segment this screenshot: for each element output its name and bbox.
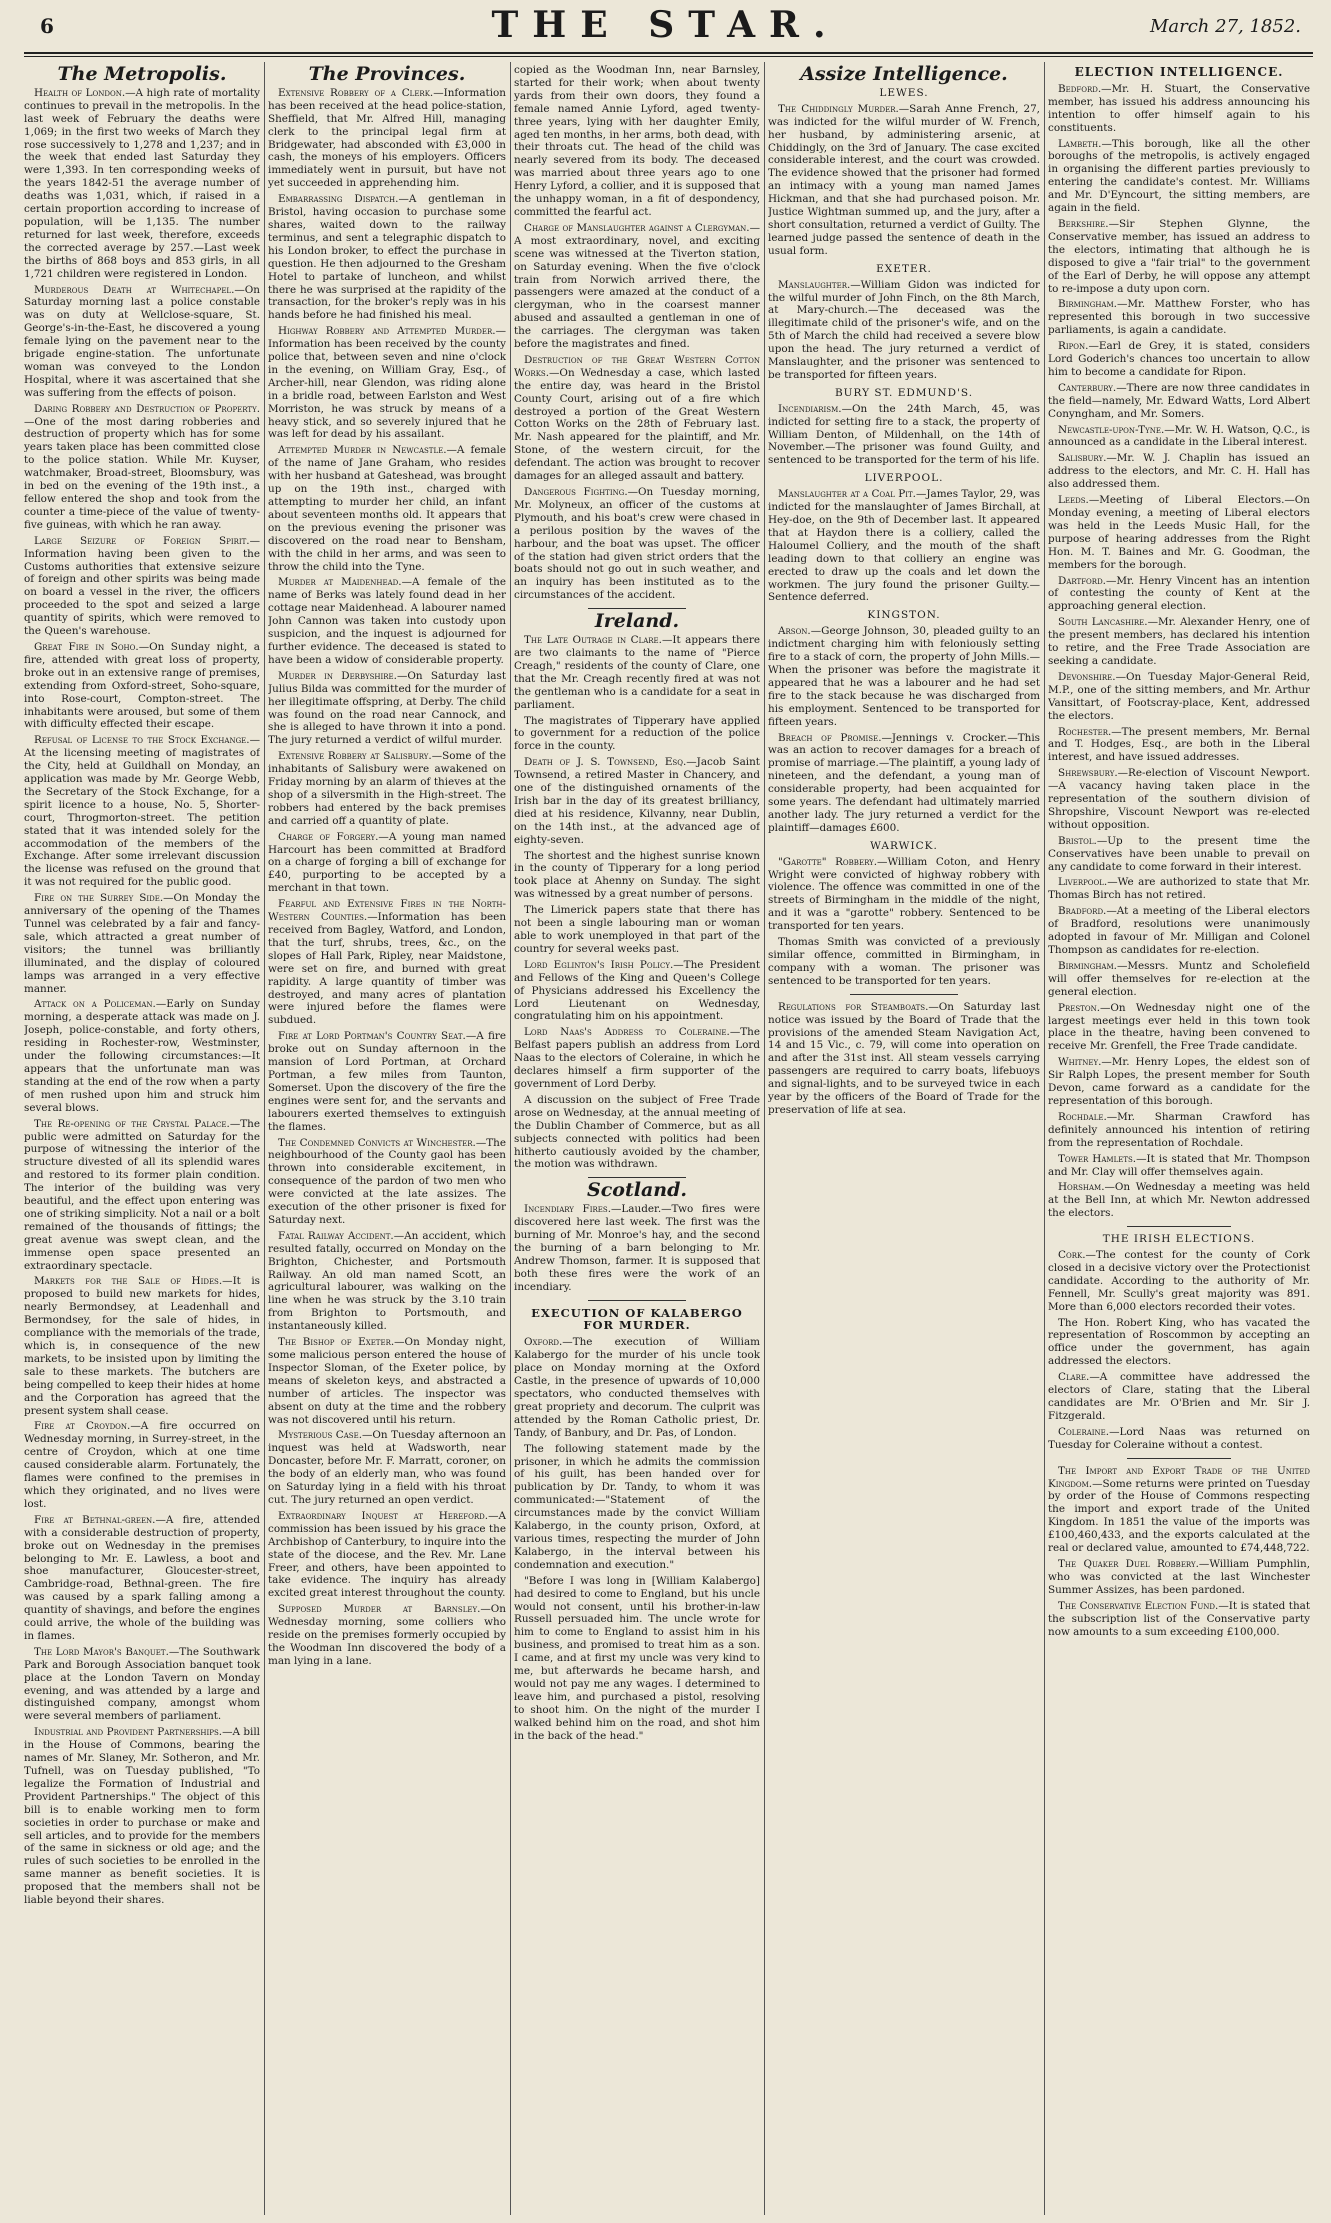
- article-lead: Whitney.: [1058, 1056, 1102, 1069]
- article-text: —Earl de Grey, it is stated, considers Lord Goderich's chances too uncertain to allow him to become a candidate for Ripon.: [1048, 340, 1310, 378]
- article: [768, 1001, 1040, 1117]
- article-text: —Mr. Matthew Forster, who has represented this borough in two successive parliaments, is again a candidate.: [1048, 298, 1310, 337]
- article-lead: Breach of Promise.: [778, 731, 882, 744]
- article-text: —On Monday night, some malicious person entered the house of Inspector Sloman, of the Exeter police, by means of skeleton keys, and abstracted a number of articles. The inspector was absent on duty at the time and the robbery was not discovered until his return.: [268, 1336, 506, 1426]
- article: [1048, 960, 1310, 999]
- article-lead: The Condemned Convicts at Winchester.: [278, 1136, 476, 1149]
- issue-date: March 27, 1852.: [1149, 16, 1301, 37]
- article-text: —A committee have addressed the electors of Clare, stating that the Liberal candidates are Mr. O'Brien and Mr. Sir J. Fitzgerald.: [1048, 1371, 1310, 1422]
- article: [1048, 1371, 1310, 1423]
- article-text: —A fire broke out on Sunday afternoon in the mansion of Lord Portman, at Orchard Portman, a few miles from Taunton, Somerset. Upon the discovery of the fire the engines were sent for, and the servants and labourers exerted themselves to extinguish the flames.: [268, 1030, 506, 1133]
- article-text: —On Wednesday a case, which lasted the entire day, was heard in the Bristol County Court, arising out of a fire which destroyed a portion of the Great Western Cotton Works on the 28th of February last. Mr. Nash appeared for the plaintiff, and Mr. Stone, of the western circuit, for the defendant. The action was brought to recover damages for an alleged assault and battery.: [514, 366, 760, 483]
- article-lead: Refusal of License to the Stock Exchange.: [34, 734, 250, 747]
- article-lead: Rochdale.: [1058, 1110, 1107, 1123]
- article-lead: Destruction of the Great Western Cotton Works.: [514, 353, 760, 379]
- article-text: —On Sunday night, a fire, attended with great loss of property, broke out in an extensive range of premises, extending from Oxford-street, Soho-square, into Rose-court, Compton-street. The inhabitants were aroused, but some of them with difficulty effected their escape.: [24, 640, 260, 731]
- article-lead: Fatal Railway Accident.: [278, 1229, 394, 1242]
- article: [1048, 1558, 1310, 1597]
- article-text: —On Wednesday morning, some colliers who reside on the premises formerly occupied by the Woodman Inn discovered the body of a man lying in a lane.: [268, 1603, 506, 1667]
- article: [24, 1420, 260, 1510]
- article: [768, 403, 1040, 468]
- article-lead: "Garotte" Robbery.: [778, 855, 878, 868]
- section-heading-irish: THE IRISH ELECTIONS.: [1102, 1233, 1256, 1246]
- article-lead: Fire on the Surrey Side.: [34, 892, 164, 905]
- article-text: —A fire, attended with a considerable destruction of property, broke out on Wednesday in the premises belonging to Mr. E. Lawless, a boot and shoe manufacturer, Gloucester-street, Cambridge-road, Bethnal-green. The fire was caused by a spark falling among a quantity of shavings, and before the engines could arrive, the whole of the building was in flames.: [24, 1513, 260, 1642]
- article-text: —Mr. W. J. Chaplin has issued an address to the electors, and Mr. C. H. Hall has also addressed them.: [1048, 452, 1310, 491]
- article-list: [268, 87, 506, 1668]
- section-heading: The Metropolis.: [57, 64, 227, 85]
- article-text: —A high rate of mortality continues to prevail in the metropolis. In the last week of February the deaths were 1,069; in the first two weeks of March they rose successively to 1,278 and 1,237; and in the week that ended last Saturday they were 1,393. In ten corresponding weeks of the years 1842-51 the average number of deaths was 1,031, which, if raised in a certain proportion according to increase of population, will be 1,135. The number returned for last week, therefore, exceeds the corrected average by 257.—Last week the births of 868 boys and 853 girls, in all 1,721 children were registered in London.: [24, 86, 260, 280]
- article: [268, 1603, 506, 1668]
- article-lead: Newcastle-upon-Tyne.: [1058, 423, 1165, 436]
- article: [768, 625, 1040, 728]
- article: [268, 670, 506, 747]
- article-lead: Great Fire in Soho.: [34, 640, 139, 653]
- article-text: —On Saturday last notice was issued by the Board of Trade that the provisions of the amended Steam Navigation Act, 14 and 15 Vic., c. 79, will come into operation on and after the 31st inst. All steam vessels carrying passengers are required to carry boats, lifebuoys and signal-lights, and to be surveyed twice in each year by the officers of the Board of Trade for the preservation of life at sea.: [768, 1000, 1040, 1116]
- divider: [588, 1177, 686, 1178]
- article-text: —Mr. Henry Vincent has an intention of contesting the county of Kent at the approaching general election.: [1048, 574, 1310, 613]
- article-lead: Liverpool.: [1058, 876, 1108, 889]
- article: [768, 856, 1040, 933]
- article-lead: Health of London.: [34, 86, 126, 99]
- article: [1048, 876, 1310, 902]
- article-text: —At a meeting of the Liberal electors of Bradford, resolutions were unanimously adopted in favour of Mr. Milligan and Colonel Thompson as candidates for re-election.: [1048, 905, 1310, 956]
- article-lead: Daring Robbery and Destruction of Property.: [34, 402, 260, 415]
- article-lead: Manslaughter at a Coal Pit.: [778, 488, 916, 501]
- article-text: —Lord Naas was returned on Tuesday for Coleraine without a contest.: [1048, 1425, 1310, 1451]
- article-lead: Extensive Robbery at Salisbury.: [278, 750, 432, 763]
- article: [24, 403, 260, 532]
- article-list: [514, 222, 760, 602]
- article-lead: Fire at Bethnal-green.: [34, 1513, 156, 1526]
- article-text: —We are authorized to state that Mr. Thomas Birch has not retired.: [1048, 876, 1310, 902]
- column-continued: [514, 64, 760, 2215]
- article: [514, 1094, 760, 1171]
- article-lead: Embarrassing Dispatch.: [278, 193, 399, 206]
- article-lead: Horsham.: [1058, 1181, 1105, 1194]
- section-heading: Assize Intelligence.: [800, 64, 1008, 85]
- article-text: —Sarah Anne French, 27, was indicted for the wilful murder of W. French, her husband, by administering arsenic, at Chiddingly, on the 3rd of January. The case excited considerable interest, and the court was crowded. The evidence showed that the prisoner had formed an intimacy with a young man named James Hickman, and that she had purchased poison. Mr. Justice Wightman summed up, and the jury, after a short consultation, returned a verdict of Guilty. The learned judge passed the sentence of death in the usual form.: [768, 102, 1040, 257]
- article-text: —On the 24th March, 45, was indicted for setting fire to a stack, the property of William Denton, of Mildenhall, on the 14th of November.—The prisoner was found Guilty, and sentenced to be transported for the term of his life.: [768, 402, 1040, 467]
- article-lead: Devonshire.: [1058, 670, 1116, 683]
- article-lead: Bradford.: [1058, 905, 1107, 918]
- article-text: "Before I was long in [William Kalabergo] had desired to come to England, but his uncle would not consent, until his brother-in-law Russell persuaded him. The uncle wrote for him to come to England to assist him in his business, and promised to treat him as a son. I came, and at first my uncle was very kind to me, but afterwards he became harsh, and would not pay me any wages. I determined to leave him, and purchased a pistol, resolving to shoot him. On the night of the murder I walked behind him on the road, and shot him in the back of the head.": [514, 1574, 760, 1742]
- article: [24, 1275, 260, 1417]
- article-text: The following statement made by the prisoner, in which he admits the commission of his guilt, has been handed over for publication by Dr. Tandy, to whom it was communicated:—"Statement of the circumstances made by the convict William Kalabergo, in the county prison, Oxford, at various times, respecting the murder of John Kalabergo, in the interval between his condemnation and execution.": [514, 1442, 760, 1571]
- article-lead: Mysterious Case.: [278, 1429, 362, 1442]
- article-text: —The present members, Mr. Bernal and T. Hodges, Esq., are both in the Liberal interest, and have issued addresses.: [1048, 725, 1310, 764]
- article-lead: Shrewsbury.: [1058, 767, 1118, 780]
- article: [268, 444, 506, 573]
- assize-place-heading: LEWES.: [879, 86, 929, 99]
- article-lead: Murder in Derbyshire.: [278, 669, 397, 682]
- article: [1048, 1153, 1310, 1179]
- article-text: —Jacob Saint Townsend, a retired Master in Chancery, and one of the distinguished ornaments of the Irish bar in the day of its greatest brilliancy, died at his residence, Kilvanny, near Dublin, on the 14th inst., at the advanced age of eighty-seven.: [514, 756, 760, 846]
- article: [1048, 1249, 1310, 1314]
- article-lead: Oxford.: [524, 1336, 563, 1349]
- article-lead: Attempted Murder in Newcastle.: [278, 444, 447, 457]
- article-text: —Early on Sunday morning, a desperate attack was made on J. Joseph, police-constable, and forty others, residing in Rochester-row, Westminster, under the following circumstances:—It appears that the unfortunate man was standing at the end of the row when a party of men rushed upon him and struck him several blows.: [24, 998, 260, 1114]
- article-text: —The execution of William Kalabergo for the murder of his uncle took place on Monday morning at the Oxford Castle, in the presence of upwards of 10,000 spectators, who conducted themselves with great propriety and decorum. The culprit was attended by the Roman Catholic priest, Dr. Tandy, of Banbury, and Dr. Pas, of London.: [514, 1336, 760, 1439]
- article: [1048, 726, 1310, 765]
- article-lead: Charge of Forgery.: [278, 830, 379, 843]
- article-text: Thomas Smith was convicted of a previously similar offence, committed in Birmingham, in company with a woman. The prisoner was sentenced to be transported for ten years.: [768, 936, 1040, 987]
- article-lead: Extensive Robbery of a Clerk.: [278, 86, 434, 99]
- article-text: The Limerick papers state that there has not been a single labouring man or woman able to work unemployed in that part of the country for several weeks past.: [514, 904, 760, 955]
- article: [514, 634, 760, 711]
- article-text: —On Tuesday Major-General Reid, M.P., one of the sitting members, and Mr. Arthur Vansittart, of Footscray-place, Kent, addressed the electors.: [1048, 670, 1310, 722]
- article-lead: Salisbury.: [1058, 452, 1107, 465]
- article-text: —A gentleman in Bristol, having occasion to purchase some shares, waited down to the railway terminus, and sent a telegraphic dispatch to his London broker, to effect the purchase in question. He then adjourned to the Gresham Hotel to partake of luncheon, and whilst there he was surprised at the rapidity of the transaction, for the broker's reply was in his hands before he had finished his meal.: [268, 193, 506, 322]
- article-text: —On Saturday morning last a police constable was on duty at Wellclose-square, St. George's-in-the-East, he discovered a young female lying on the pavement near to the brigade engine-station. The unfortunate woman was conveyed to the London Hospital, where it was ascertained that she was suffering from the effects of poison.: [24, 283, 260, 399]
- article-text: —William Coton, and Henry Wright were convicted of highway robbery with violence. The offence was committed in one of the streets of Birmingham in the middle of the night, and it was a "garotte" robbery. Sentenced to be transported for ten years.: [768, 855, 1040, 933]
- assize-place-heading: BURY ST. EDMUND'S.: [834, 386, 974, 399]
- article-list: [514, 634, 760, 1171]
- continued-text: copied as the Woodman Inn, near Barnsley, started for their work; when about twenty yards from their own doors, they found a female named Annie Lyford, aged twenty-three years, lying with her daughter Emily, aged ten months, in her arms, both dead, with their throats cut. The head of the child was nearly severed from its body. The deceased was married about three years ago to one Henry Lyford, a collier, and it is supposed that the unhappy woman, in a fit of despondency, committed the fearful act.: [514, 64, 760, 218]
- article-lead: Lord Naas's Address to Coleraine.: [524, 1026, 730, 1039]
- article-text: —Re-election of Viscount Newport.—A vacancy having taken place in the representation of the southern division of Shropshire, Viscount Newport was re-elected without opposition.: [1048, 767, 1310, 831]
- article-lead: Industrial and Provident Partnerships.: [34, 1726, 223, 1739]
- article-list: [24, 87, 260, 1907]
- article-lead: Lord Eglinton's Irish Policy.: [524, 958, 674, 971]
- article: [268, 1137, 506, 1227]
- article-lead: Cork.: [1058, 1249, 1086, 1262]
- assize-place-heading: EXETER.: [876, 262, 932, 275]
- article: [514, 850, 760, 902]
- article-lead: South Lancashire.: [1058, 616, 1148, 629]
- article-lead: The Late Outrage in Clare.: [524, 634, 662, 647]
- article: [768, 279, 1040, 382]
- article-text: —William Gidon was indicted for the wilful murder of John Finch, on the 8th March, at Mary-church.—The deceased was the illegitimate child of the prisoner's wife, and on the 5th of March the child had received a severe blow upon the head. The jury returned a verdict of Manslaughter, and the prisoner was sentenced to be transported for fifteen years.: [768, 278, 1040, 381]
- article-text: —Messrs. Muntz and Scholefield will offer themselves for re-election at the general election.: [1048, 959, 1310, 998]
- article: [514, 1575, 760, 1743]
- article-lead: Coleraine.: [1058, 1425, 1110, 1438]
- article: [1048, 1111, 1310, 1150]
- article-lead: Rochester.: [1058, 725, 1112, 738]
- article: [768, 732, 1040, 835]
- article-lead: Lambeth.: [1058, 137, 1102, 150]
- article: [1048, 340, 1310, 379]
- article: [268, 87, 506, 190]
- article: [24, 535, 260, 638]
- article: [1048, 1465, 1310, 1555]
- article: [268, 1030, 506, 1133]
- article: [768, 103, 1040, 258]
- article: [1048, 575, 1310, 614]
- column-assize: [768, 64, 1040, 2215]
- article: [1048, 1181, 1310, 1220]
- article-lead: The Re-opening of the Crystal Palace.: [34, 1117, 230, 1130]
- article-text: —George Johnson, 30, pleaded guilty to an indictment charging him with feloniously setting fire to a stack of corn, the property of John Mills.—When the prisoner was before the magistrate it appeared that he was a labourer and he had set fire to the stack because he was discharged from his employment. Sentenced to be transported for fifteen years.: [768, 625, 1040, 728]
- article-lead: The Lord Mayor's Banquet.: [34, 1645, 169, 1658]
- article-text: —Mr. H. Stuart, the Conservative member, has issued his address announcing his intention to offer himself again to his constituents.: [1048, 82, 1310, 134]
- column-divider: [1044, 62, 1045, 2215]
- article: [268, 898, 506, 1027]
- section-heading-execution: EXECUTION OF KALABERGO FOR MURDER.: [531, 1305, 743, 1333]
- assize-sections: [768, 87, 1040, 988]
- article: [514, 222, 760, 351]
- divider: [588, 1300, 686, 1301]
- article-lead: The Import and Export Trade of the United Kingdom.: [1048, 1464, 1310, 1490]
- article-list: [1048, 83, 1310, 1220]
- article-list: [1048, 1249, 1310, 1452]
- article-text: —An accident, which resulted fatally, occurred on Monday on the Brighton, Chichester, and Portsmouth Railway. An old man named Scott, an agricultural labourer, was walking on the line when he was struck by the 3.10 train from Brighton to Portsmouth, and instantaneously killed.: [268, 1229, 506, 1333]
- article: [1048, 835, 1310, 874]
- article-text: —It is proposed to build new markets for hides, nearly Bermondsey, at Leadenhall and Bermondsey, for the sale of hides, in compliance with the memorials of the trade, which is, in consequence of the new markets, to be insisted upon by limiting the sale to these markets. The butchers are being compelled to keep their hides at home and the Corporation has agreed that the present system shall cease.: [24, 1275, 260, 1417]
- article-text: —There are now three candidates in the field—namely, Mr. Edward Watts, Lord Albert Conyngham, and Mr. Somers.: [1048, 381, 1310, 420]
- paper-title: THE STAR.: [491, 4, 840, 46]
- article-text: —On Tuesday afternoon an inquest was held at Wadsworth, near Doncaster, before Mr. F. Marratt, coroner, on the body of an elderly man, who was found on Saturday lying in a field with his throat cut. The jury returned an open verdict.: [268, 1429, 506, 1506]
- article-lead: Ripon.: [1058, 340, 1089, 353]
- article: [514, 1336, 760, 1439]
- article: [1048, 1600, 1310, 1639]
- section-heading: ELECTION INTELLIGENCE.: [1074, 65, 1284, 79]
- section-heading: The Provinces.: [308, 64, 466, 85]
- divider: [850, 994, 959, 995]
- article-text: —A young man named Harcourt has been committed at Bradford on a charge of forging a bill of exchange for £40, purporting to be accepted by a merchant in that town.: [268, 830, 506, 895]
- article-text: —On Saturday last Julius Bilda was committed for the murder of her illegitimate offspring, at Derby. The child was found on the road near Cannock, and she is alleged to have thrown it into a pond. The jury returned a verdict of wilful murder.: [268, 669, 506, 747]
- article: [514, 959, 760, 1024]
- article-lead: The Chiddingly Murder.: [778, 102, 899, 115]
- article: [268, 1230, 506, 1333]
- article-text: The shortest and the highest sunrise known in the county of Tipperary for a long period took place at Ahenny on Sunday. The sight was witnessed by a great number of persons.: [514, 849, 760, 901]
- article-lead: The Quaker Duel Robbery.: [1058, 1557, 1199, 1570]
- article-text: —It is stated that the subscription list of the Conservative party now amounts to a sum exceeding £100,000.: [1048, 1599, 1310, 1638]
- article: [1048, 382, 1310, 421]
- article: [1048, 452, 1310, 491]
- divider: [588, 608, 686, 609]
- article: [514, 354, 760, 483]
- article: [24, 284, 260, 400]
- article-lead: Birmingham.: [1058, 959, 1117, 972]
- article-text: —Mr. Alexander Henry, one of the present members, has declared his intention to retire, and the Free Trade Association are seeking a candidate.: [1048, 616, 1310, 667]
- article-text: —Some of the inhabitants of Salisbury were awakened on Friday morning by an alarm of thieves at the shop of a silversmith in the High-street. The robbers had entered by the back premises and carried off a quantity of plate.: [268, 750, 506, 827]
- article: [24, 734, 260, 889]
- article-text: —Information has been received at the head police-station, Sheffield, that Mr. Alfred Hill, managing clerk to the principal legal firm at Bridgewater, had absconded with £3,000 in cash, the moneys of his employers. Officers immediately went in pursuit, but have not yet succeeded in apprehending him.: [268, 86, 506, 190]
- article: [268, 576, 506, 666]
- article: [1048, 218, 1310, 295]
- article-text: —William Pumphlin, who was convicted at the last Winchester Summer Assizes, has been pardoned.: [1048, 1557, 1310, 1596]
- article: [1048, 1426, 1310, 1452]
- article-lead: Extraordinary Inquest at Hereford.: [278, 1509, 489, 1522]
- article: [268, 1510, 506, 1600]
- article-text: —Up to the present time the Conservatives have been unable to prevail on any candidate to come forward in their interest.: [1048, 834, 1310, 873]
- article-text: —One of the most daring robberies and destruction of property which has for some years taken place has been committed close to the police station. While Mr. Kuyser, watchmaker, Broad-street, Bloomsbury, was in bed on the evening of the 19th inst., a fellow entered the shop and took from the counter a time-piece of the value of twenty-five guineas, with which he ran away.: [24, 415, 260, 531]
- article-lead: Dangerous Fighting.: [524, 486, 628, 498]
- article-text: —This borough, like all the other boroughs of the metropolis, is actively engaged in organising the different parties previously to entering the candidate's contest. Mr. Williams and Mr. D'Eyncourt, the sitting members, are again in the field.: [1048, 137, 1310, 215]
- article: [514, 1203, 760, 1293]
- article-text: —The neighbourhood of the County gaol has been thrown into considerable excitement, in consequence of the pardon of two men who were convicted at the late assizes. The execution of the other prisoner is fixed for Saturday next.: [268, 1136, 506, 1226]
- article-text: —The Belfast papers publish an address from Lord Naas to the electors of Coleraine, in which he declares himself a firm supporter of the government of Lord Derby.: [514, 1026, 760, 1090]
- article-lead: Berkshire.: [1058, 217, 1109, 230]
- article-lead: Markets for the Sale of Hides.: [34, 1275, 223, 1288]
- article-text: —A fire occurred on Wednesday morning, in Surrey-street, in the centre of Croydon, which at one time caused considerable alarm. Fortunately, the flames were confined to the premises in which they originated, and no lives were lost.: [24, 1420, 260, 1510]
- article-lead: Clare.: [1058, 1371, 1090, 1384]
- article-list: [514, 1336, 760, 1742]
- assize-place-heading: LIVERPOOL.: [864, 472, 944, 485]
- article-lead: Murderous Death at Whitechapel.: [34, 283, 235, 296]
- column-divider: [510, 62, 511, 2215]
- article-lead: Fearful and Extensive Fires in the North-Western Counties.: [268, 898, 506, 924]
- article: [1048, 767, 1310, 832]
- article-text: —On Monday the anniversary of the opening of the Thames Tunnel was celebrated by a fair and fancy-sale, which attracted a great number of visitors; the tunnel was brilliantly illuminated, and the display of coloured lamps was arranged in a very effective manner.: [24, 892, 260, 995]
- article-text: The Hon. Robert King, who has vacated the representation of Roscommon by accepting an office under the government, has again addressed the electors.: [1048, 1316, 1310, 1368]
- assize-place-heading: WARWICK.: [870, 839, 938, 852]
- article: [268, 193, 506, 322]
- article-text: —A bill in the House of Commons, bearing the names of Mr. Slaney, Mr. Sotheron, and Mr. Tufnell, was on Tuesday published, "To legalize the Formation of Industrial and Provident Partnerships." The object of this bill is to enable working men to form societies in order to purchase or make and sell articles, and to provide for the members of the same in sickness or old age; and the rules of such societies to be enrolled in the same manner as benefit societies. It is proposed that the members shall not be liable beyond their shares.: [24, 1726, 260, 1907]
- article: [24, 1514, 260, 1643]
- article-text: —It is stated that Mr. Thompson and Mr. Clay will offer themselves again.: [1048, 1152, 1310, 1178]
- article: [1048, 1317, 1310, 1369]
- article: [24, 1646, 260, 1723]
- article: [24, 998, 260, 1114]
- article-text: —The Southwark Park and Borough Association banquet took place at the London Tavern on Monday evening, and was attended by a large and distinguished company, amongst whom were several members of parliament.: [24, 1645, 260, 1723]
- article: [268, 750, 506, 827]
- section-heading-ireland: Ireland.: [594, 610, 680, 633]
- article-lead: Murder at Maidenhead.: [278, 576, 402, 589]
- article: [514, 1443, 760, 1572]
- article: [514, 1026, 760, 1091]
- article-lead: Charge of Manslaughter against a Clergyman.: [524, 221, 750, 234]
- article-lead: Fire at Croydon.: [34, 1420, 131, 1433]
- article-lead: Tower Hamlets.: [1058, 1152, 1137, 1165]
- article-text: —On Wednesday a meeting was held at the Bell Inn, at which Mr. Newton addressed the electors.: [1048, 1181, 1310, 1220]
- page-number: 6: [40, 14, 54, 38]
- article: [514, 904, 760, 956]
- article-text: A discussion on the subject of Free Trade arose on Wednesday, at the annual meeting of the Dublin Chamber of Commerce, but as all subjects connected with politics had been hitherto cautiously avoided by the chamber, the motion was withdrawn.: [514, 1093, 760, 1171]
- article-text: —At the licensing meeting of magistrates of the City, held at Guildhall on Monday, an application was made by Mr. George Webb, the Secretary of the Stock Exchange, for a spirit licence to a house, No. 5, Shorter-court, Throgmorton-street. The petition stated that it was intended solely for the accommodation of the members of the Exchange. After some irrelevant discussion the license was refused on the ground that it was not required for the public good.: [24, 734, 260, 889]
- masthead-rule-thin: [24, 56, 1313, 57]
- article-text: —Jennings v. Crocker.—This was an action to recover damages for a breach of promise of marriage.—The plaintiff, a young lady of nineteen, and the defendant, a young man of considerable property, had been acquainted for some years. The defendant had ultimately married another lady. The jury returned a verdict for the plaintiff—damages £600.: [768, 731, 1040, 834]
- article-text: —Information has been received from Bagley, Watford, and London, that the turf, shrubs, trees, &c., on the slopes of Hall Park, Ripley, near Maidstone, were set on fire, and burned with great rapidity. A large quantity of timber was destroyed, and many acres of plantation were injured before the flames were subdued.: [268, 911, 506, 1027]
- article-lead: Preston.: [1058, 1001, 1101, 1014]
- article: [24, 1118, 260, 1273]
- article: [268, 831, 506, 896]
- article: [1048, 424, 1310, 450]
- article-lead: Manslaughter.: [778, 278, 851, 291]
- article-text: —Lauder.—Two fires were discovered here last week. The first was the burning of Mr. Monroe's hay, and the second the burning of a barn belonging to Mr. Andrew Thomson, farmer. It is supposed that both these fires were the work of an incendiary.: [514, 1203, 760, 1293]
- article-lead: Incendiary Fires.: [524, 1203, 612, 1216]
- article: [1048, 138, 1310, 215]
- article-text: —Mr. Henry Lopes, the eldest son of Sir Ralph Lopes, the present member for South Devon, came forward as a candidate for the representation of this borough.: [1048, 1056, 1310, 1107]
- article-text: —Sir Stephen Glynne, the Conservative member, has issued an address to the electors, intimating that although he is disposed to give a "fair trial" to the government of the Earl of Derby, he will oppose any attempt to re-impose a duty upon corn.: [1048, 217, 1310, 295]
- article-lead: Regulations for Steamboats.: [778, 1000, 929, 1013]
- article: [1048, 1056, 1310, 1108]
- article-text: —Meeting of Liberal Electors.—On Monday evening, a meeting of Liberal electors was held in the Leeds Music Hall, for the purpose of hearing addresses from the Right Hon. M. T. Baines and Mr. G. Goodman, the members for the borough.: [1048, 494, 1310, 571]
- article-text: —On Wednesday night one of the largest meetings ever held in this town took place in the theatre, having been convened to receive Mr. Grenfell, the Free Trade candidate.: [1048, 1001, 1310, 1053]
- article-lead: Bedford.: [1058, 82, 1102, 95]
- article-text: —James Taylor, 29, was indicted for the manslaughter of James Birchall, at Hey-doe, on the 9th of December last. It appeared that at Haydon there is a colliery, called the Haloumel Colliery, and the mouth of the shaft leading down to that colliery an engine was erected to draw up the coals and let down the workmen. The jury found the prisoner Guilty.—Sentence deferred.: [768, 488, 1040, 604]
- divider: [1127, 1458, 1232, 1459]
- article-lead: Birmingham.: [1058, 298, 1117, 311]
- article-list: [514, 1203, 760, 1293]
- article-lead: Bristol.: [1058, 834, 1097, 847]
- column-divider: [764, 62, 765, 2215]
- column-elections: [1048, 64, 1310, 2215]
- section-heading-scotland: Scotland.: [587, 1179, 687, 1202]
- article: [24, 87, 260, 281]
- article-lead: Dartford.: [1058, 574, 1106, 587]
- article-lead: Leeds.: [1058, 494, 1089, 507]
- article: [1048, 616, 1310, 668]
- article: [768, 936, 1040, 988]
- article-lead: Arson.: [778, 625, 811, 638]
- column-divider: [264, 62, 265, 2215]
- article-lead: The Bishop of Exeter.: [278, 1336, 395, 1349]
- article: [24, 892, 260, 995]
- article-text: —A female of the name of Berks was lately found dead in her cottage near Maidenhead. A labourer named John Cannon was taken into custody upon suspicion, and the inquest is adjourned for further evidence. The deceased is stated to have been a widow of considerable property.: [268, 576, 506, 666]
- article-lead: Attack on a Policeman.: [34, 998, 156, 1011]
- article-text: —Mr. Sharman Crawford has definitely announced his intention of retiring from the representation of Rochdale.: [1048, 1110, 1310, 1149]
- article: [1048, 671, 1310, 723]
- article-lead: Death of J. S. Townsend, Esq.: [524, 756, 687, 769]
- article: [1048, 905, 1310, 957]
- article: [24, 1726, 260, 1907]
- article-text: —Some returns were printed on Tuesday by order of the House of Commons respecting the import and export trade of the United Kingdom. In 1851 the value of the imports was £100,460,433, and the exports calculated at the real or declared value, amounted to £74,448,722.: [1048, 1477, 1310, 1555]
- article-lead: Large Seizure of Foreign Spirit.: [34, 534, 250, 547]
- article-text: The magistrates of Tipperary have applied to government for a reduction of the police force in the county.: [514, 714, 760, 753]
- divider: [1127, 1226, 1232, 1227]
- article-text: —Information has been received by the county police that, between seven and nine o'clock in the evening, on William Gray, Esq., of Archer-hill, near Glendon, was riding alone in a bridle road, between Earlston and West Morriston, he was struck by means of a heavy stick, and so severely injured that he was left for dead by his assailant.: [268, 325, 506, 441]
- article-text: —A commission has been issued by his grace the Archbishop of Canterbury, to inquire into the state of the diocese, and the Rev. Mr. Lane Freer, and others, have been appointed to take evidence. The inquiry has already excited great interest throughout the county.: [268, 1509, 506, 1600]
- article: [1048, 83, 1310, 135]
- article: [768, 488, 1040, 604]
- article-text: —On Tuesday morning, Mr. Molyneux, an officer of the customs at Plymouth, and his boat's crew were chased in a perilous position by the waves of the harbour, and the boat was upset. The officer of the station had given strict orders that the boats should not go out in such weather, and an inquiry has been instituted as to the circumstances of the accident.: [514, 486, 760, 602]
- article: [268, 325, 506, 441]
- column-metropolis: [24, 64, 260, 2215]
- article: [1048, 494, 1310, 571]
- masthead: [0, 0, 1331, 62]
- column-provinces: [268, 64, 506, 2215]
- article: [1048, 1002, 1310, 1054]
- article-text: —Mr. W. H. Watson, Q.C., is announced as a candidate in the Liberal interest.: [1048, 423, 1310, 449]
- article: [514, 756, 760, 846]
- article: [268, 1429, 506, 1506]
- article-lead: Canterbury.: [1058, 381, 1117, 394]
- masthead-rule: [24, 52, 1313, 54]
- article-text: —The public were admitted on Saturday for the purpose of witnessing the interior of the structure divested of all its splendid wares and restored to its former plain condition. The interior of the building was very beautiful, and the effect upon entering was one of striking simplicity. Not a nail or a bolt remained of the thousands of fittings; the great avenue was swept clean, and the immense open space presented an extraordinary spectacle.: [24, 1117, 260, 1272]
- article: [514, 715, 760, 754]
- article-lead: Fire at Lord Portman's Country Seat.: [278, 1030, 466, 1043]
- article-text: —It appears there are two claimants to the name of "Pierce Creagh," residents of the county of Clare, one that the Mr. Creagh recently fired at was not the gentleman who is a candidate for a seat in parliament.: [514, 634, 760, 711]
- article: [1048, 298, 1310, 337]
- article-text: —The President and Fellows of the King and Queen's College of Physicians addressed his Excellency the Lord Lieutenant on Wednesday, congratulating him on his appointment.: [514, 958, 760, 1023]
- article: [24, 641, 260, 731]
- assize-place-heading: KINGSTON.: [867, 609, 941, 622]
- article-lead: Highway Robbery and Attempted Murder.: [278, 325, 496, 338]
- article-text: —A most extraordinary, novel, and exciting scene was witnessed at the Tiverton station, on Saturday evening. When the five o'clock train from Norwich arrived there, the passengers were amazed at the conduct of a clergyman, who in the coarsest manner abused and assaulted a gentleman in one of the carriages. The clergyman was taken before the magistrates and fined.: [514, 221, 760, 351]
- article-text: —The contest for the county of Cork closed in a decisive victory over the Protectionist candidate. According to the authority of Mr. Fennell, Mr. Scully's great majority was 891. More than 6,000 electors recorded their votes.: [1048, 1249, 1310, 1313]
- article-lead: Supposed Murder at Barnsley.: [278, 1603, 481, 1616]
- article-text: —A female of the name of Jane Graham, who resides with her husband at Gateshead, was brought up on the 19th inst., charged with attempting to murder her child, an infant about seventeen months old. It appears that on the previous evening the prisoner was discovered on the road near to Bensham, with the child in her arms, and was seen to throw the child into the Tyne.: [268, 444, 506, 573]
- article-lead: Incendiarism.: [778, 402, 842, 415]
- article: [514, 486, 760, 602]
- article-lead: The Conservative Election Fund.: [1058, 1599, 1219, 1612]
- article-text: —Information having been given to the Customs authorities that extensive seizure of foreign and other spirits was being made on board a vessel in the river, the officers proceeded to the spot and seized a large quantity of spirits, which were removed to the Queen's warehouse.: [24, 534, 260, 638]
- article: [268, 1336, 506, 1426]
